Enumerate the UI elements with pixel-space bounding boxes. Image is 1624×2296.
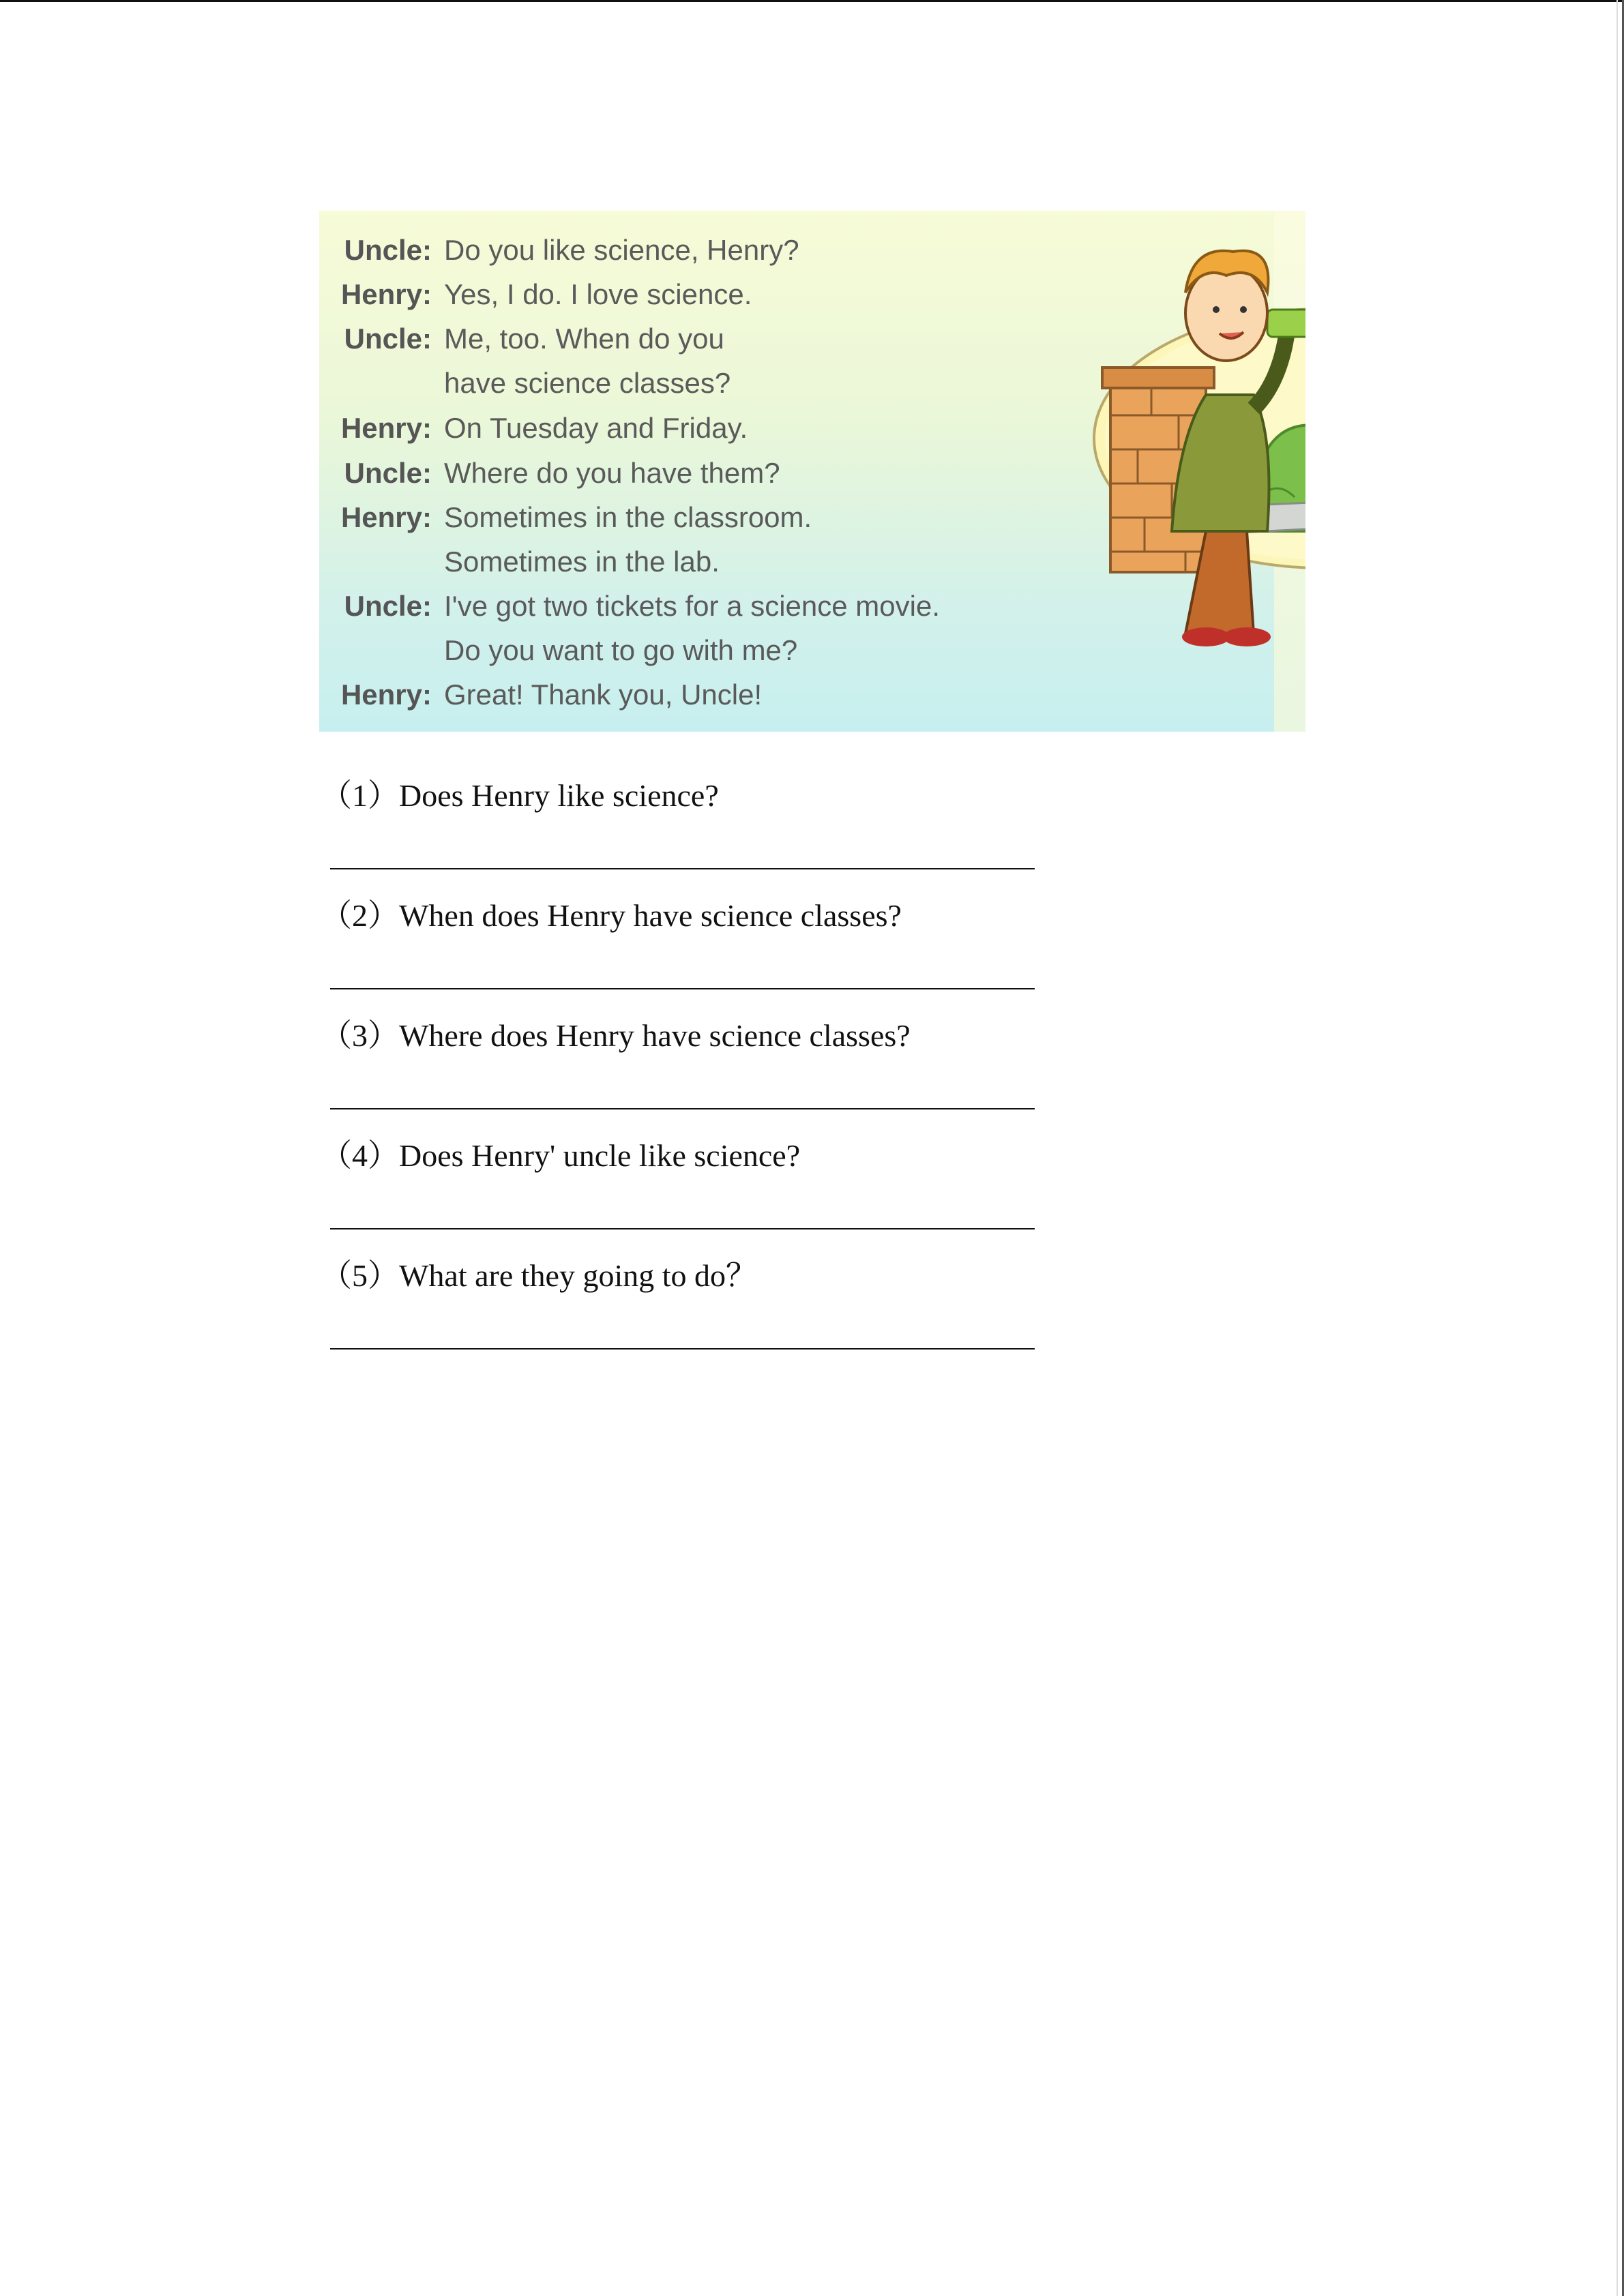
utterance-text: Do you want to go with me? <box>444 634 798 666</box>
question-5 <box>321 1251 757 1296</box>
dialogue-line <box>319 367 1305 408</box>
page-border-top <box>0 0 1624 2</box>
speaker-label: Henry: <box>340 278 432 310</box>
utterance-text: Sometimes in the classroom. <box>444 501 812 533</box>
utterance-text: I've got two tickets for a science movie. <box>444 590 940 622</box>
speaker-label: Uncle: <box>344 457 432 489</box>
dialogue-line <box>319 457 1305 498</box>
utterance-text: Great! Thank you, Uncle! <box>444 679 763 711</box>
dialogue-line <box>319 412 1305 453</box>
dialogue-line <box>319 590 1305 631</box>
question-number: （2） <box>321 898 399 933</box>
answer-line-3[interactable] <box>330 1108 1035 1109</box>
question-text: Does Henry like science? <box>399 778 719 813</box>
question-1 <box>321 771 719 816</box>
speaker-label: Henry: <box>340 501 432 533</box>
dialogue-line <box>319 323 1305 363</box>
dialogue-line <box>319 679 1305 719</box>
utterance-text: Yes, I do. I love science. <box>444 278 752 310</box>
question-2 <box>321 891 902 936</box>
speaker-label: Henry: <box>340 679 432 711</box>
question-number: （4） <box>321 1138 399 1173</box>
dialogue-line <box>319 546 1305 586</box>
utterance-text: Me, too. When do you <box>444 323 724 355</box>
dialogue-line <box>319 634 1305 675</box>
dialogue-line <box>319 234 1305 275</box>
utterance-text: Where do you have them? <box>444 457 780 489</box>
question-number: （3） <box>321 1018 399 1053</box>
question-text: When does Henry have science classes? <box>399 898 902 933</box>
answer-line-1[interactable] <box>330 868 1035 869</box>
answer-line-2[interactable] <box>330 988 1035 989</box>
dialogue-line <box>319 278 1305 319</box>
question-3 <box>321 1011 911 1056</box>
dialogue-image <box>319 211 1305 732</box>
question-4 <box>321 1131 800 1176</box>
utterance-text: On Tuesday and Friday. <box>444 412 748 444</box>
speaker-label: Henry: <box>340 412 432 444</box>
question-text: What are they going to do？ <box>399 1258 758 1293</box>
question-text: Does Henry' uncle like science? <box>399 1138 801 1173</box>
question-number: （5） <box>321 1258 399 1293</box>
speaker-label: Uncle: <box>344 234 432 266</box>
dialogue-line <box>319 501 1305 542</box>
page-border-right-inner <box>1616 0 1618 2296</box>
utterance-text: Do you like science, Henry? <box>444 234 799 266</box>
answer-line-5[interactable] <box>330 1348 1035 1350</box>
speaker-label: Uncle: <box>344 590 432 622</box>
question-text: Where does Henry have science classes? <box>399 1018 911 1053</box>
utterance-text: Sometimes in the lab. <box>444 546 720 578</box>
speaker-label: Uncle: <box>344 323 432 355</box>
answer-line-4[interactable] <box>330 1228 1035 1229</box>
utterance-text: have science classes? <box>444 367 731 399</box>
question-number: （1） <box>321 778 399 813</box>
